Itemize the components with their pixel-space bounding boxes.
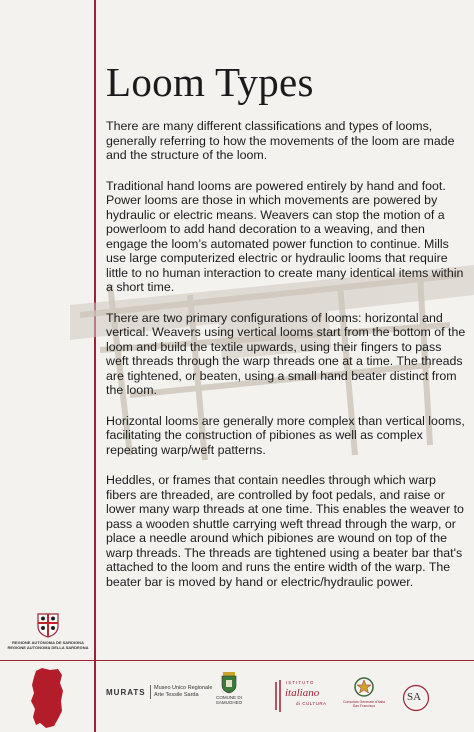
comune-line-1: COMUNE DI — [216, 695, 242, 700]
paragraph-1: There are many different classifications and types of looms, generally referring to how the movements of the loom are made and the structure of the loom. — [106, 119, 455, 162]
page-title: Loom Types — [106, 59, 314, 105]
region-name-sardinian: REGIONE AUTÓNOMA DE SARDIGNA — [12, 640, 84, 645]
republic-emblem-icon — [353, 676, 375, 698]
region-name-italian: REGIONE AUTONOMA DELLA SARDEGNA — [7, 645, 89, 650]
istituto-italiano-cultura-logo — [272, 678, 328, 719]
comune-line-2: SAMUGHEO — [215, 700, 243, 705]
istituto-sub-label: di CULTURA — [296, 701, 327, 706]
consolato-line-1: Consolato Generale d'Italia — [342, 700, 386, 704]
paragraph-2: Traditional hand looms are powered entirely by hand and foot. Power looms are those in which movements are powered by hydraulic or electric means. Weavers can stop the motion of a powerloom to add hand decoration to a weaving, and then engage the loom’s automated power function to continue. Mills use large computerized electric or hydraulic looms that require little to no human interaction to create many identical items within a short time. — [106, 178, 464, 294]
comune-crest-icon — [220, 672, 238, 694]
istituto-small-label: ISTITUTO — [286, 680, 315, 685]
paragraph-3: There are two primary configurations of looms: horizontal and vertical. Weavers using vertical looms start from the bottom of the loom and build the textile upwards, using their fingers to pass weft threads through the warp threads one at a time. The threads are tightened, or beaten, using a small hand beater distinct from the loom. — [106, 310, 466, 397]
body-text — [106, 119, 466, 605]
paragraph-5: Heddles, or frames that contain needles through which warp fibers are threaded, are controlled by foot pedals, and raise or lower many warp threads at one time. This enables the weaver to pass a wooden shuttle carrying weft thread through the warp, or place a needle around which pibiones are wound on top of the warp threads. The threads are tightened using a beater bar that's attached to the loom and runs the entire width of the warp. The beater bar is moved by hand or electric/hydraulic power. — [106, 473, 464, 589]
sardinia-crest-icon — [36, 612, 60, 638]
museo-logo-text — [150, 685, 212, 699]
consolato-line-2: San Francisco — [352, 704, 376, 708]
sa-logo-text: SA — [407, 691, 422, 703]
footer-divider-line — [0, 660, 474, 661]
museo-line-2: Arte Tessile Sarda — [154, 692, 199, 698]
museo-line-1: Museo Unico Regionale — [154, 685, 213, 691]
istituto-main-label: italiano — [285, 687, 320, 699]
region-sardinia-logo — [4, 612, 92, 650]
murats-logo: MURATS — [106, 688, 146, 697]
sa-logo — [402, 684, 430, 717]
sardinia-map-icon — [28, 667, 66, 729]
paragraph-4: Horizontal looms are generally more complex than vertical looms, facilitating the construction of pibiones as well as complex repeating warp/weft patterns. — [106, 413, 465, 457]
comune-samugheo-logo — [212, 672, 246, 705]
consolato-logo — [342, 676, 386, 708]
